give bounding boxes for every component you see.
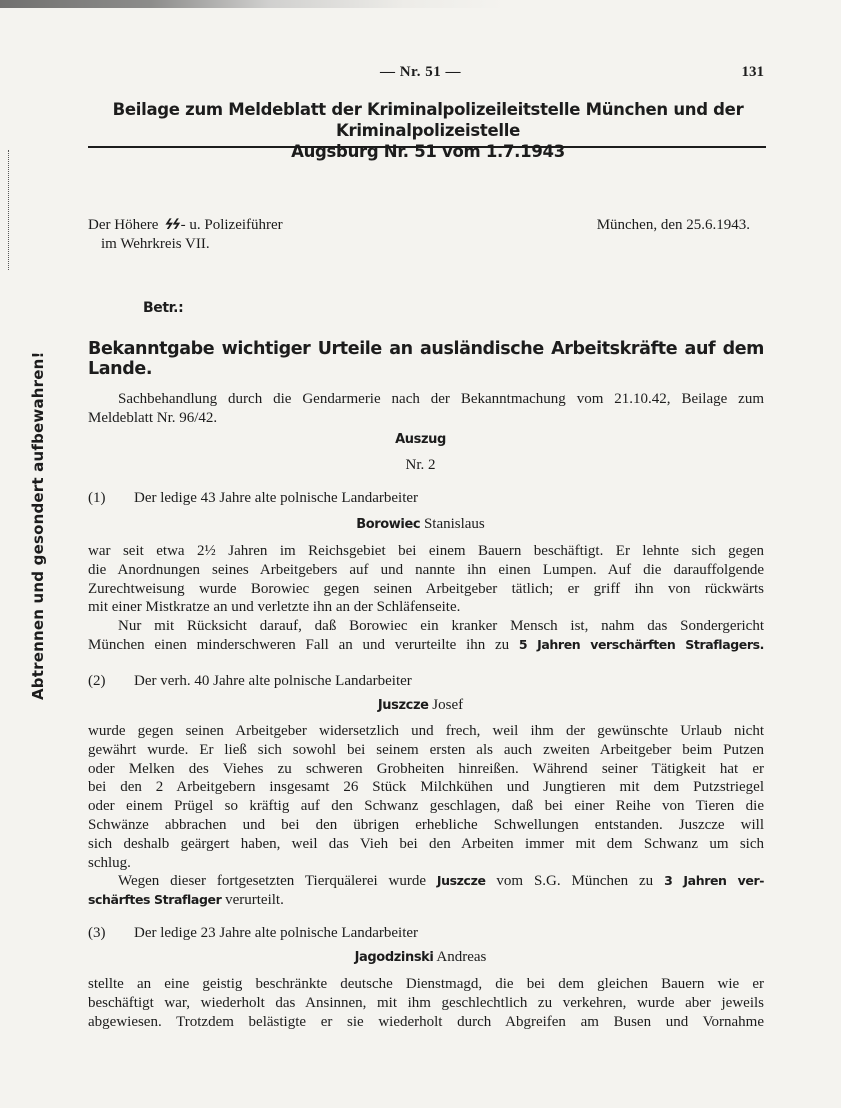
intro-line-1: Sachbehandlung durch die Gendarmerie nach der Bekanntmachung vom 21.10.42, Beilage zum	[118, 391, 764, 407]
sender-line-1-post: - u. Polizeiführer	[180, 217, 283, 233]
case-1-line-3: Zurechtweisung wurde Borowiec gegen seinen Arbeitgeber tätlich; er griff ihn von rückwärts	[88, 580, 764, 597]
case-3-surname: Jagodzinski	[354, 950, 434, 965]
case-3-body	[88, 975, 764, 1031]
sender-line-1	[88, 216, 408, 235]
document-title: Bekanntgabe wichtiger Urteile an ausländische Arbeitskräfte auf dem Lande.	[88, 339, 764, 379]
case-1-firstname: Stanislaus	[423, 516, 485, 532]
case-3-line-3: abgewiesen. Trotzdem belästigte er sie wiederholt durch Abgreifen am Busen und Vornahme	[88, 1013, 764, 1030]
case-2-body	[88, 722, 764, 910]
scan-edge-shadow	[0, 0, 841, 8]
subject-label: Betr.:	[143, 300, 184, 316]
excerpt-number: Nr. 2	[405, 457, 436, 473]
case-1-line-4: mit einer Mistkratze an und verletzte ihn an der Schläfenseite.	[88, 599, 461, 616]
case-2-line-1: wurde gegen seinen Arbeitgeber widersetzlich und frech, weil ihm der gewünschte Urlaub nicht	[88, 723, 764, 739]
case-2-firstname: Josef	[432, 697, 464, 713]
case-1-name	[0, 515, 841, 535]
case-3-number: (3)	[88, 925, 106, 941]
case-1-line-1: war seit etwa 2½ Jahren im Reichsgebiet bei einem Bauern beschäftigt. Er lehnte sich gegen	[88, 543, 764, 559]
case-1-verdict-text: München einen minderschweren Fall an und verurteilte ihn zu	[88, 636, 510, 653]
case-3-name	[0, 948, 841, 968]
ss-rune-icon: ϟϟ	[161, 217, 182, 233]
intro-paragraph	[88, 390, 764, 428]
case-2-line-2: gewährt wurde. Er ließ sich sowohl bei seinem ersten als auch zweiten Arbeitgeber beim Putzen	[88, 741, 764, 758]
case-1-body	[88, 542, 764, 655]
issue-number: — Nr. 51 —	[379, 64, 462, 80]
supplement-title-line-1: Beilage zum Meldeblatt der Kriminalpolizeileitstelle München und der Kriminalpolizeistelle	[112, 100, 744, 140]
case-2-verdict-line-1	[88, 872, 764, 891]
header-rule	[88, 146, 766, 148]
case-1-verdict-line-1: Nur mit Rücksicht darauf, daß Borowiec ein kranker Mensch ist, nahm das Sondergericht	[118, 618, 764, 635]
case-2-verdict-mid: vom S.G. München zu	[496, 873, 654, 890]
case-3-line-2: beschäftigt war, wiederholt das Ansinnen, mit ihm geschlechtlich zu verkehren, wurde aber jeweils	[88, 994, 764, 1011]
case-1-number: (1)	[88, 490, 106, 506]
case-2-verdict-pre: Wegen dieser fortgesetzten Tierquälerei wurde	[118, 873, 427, 890]
date-line: München, den 25.6.1943.	[596, 217, 750, 233]
case-2-line-8: schlug.	[88, 854, 131, 871]
case-2-line-7: sich deshalb geärgert haben, weil das Vieh bei den Arbeiten immer mit dem Schwanz um sich	[88, 835, 764, 852]
case-3-line-1: stellte an eine geistig beschränkte deutsche Dienstmagd, die bei dem gleichen Bauern wie er	[88, 976, 764, 992]
case-2-line-3: oder Melken des Viehes zu schweren Grobheiten hinreißen. Während seiner Tätigkeit hat er	[88, 760, 764, 777]
case-1-intro: Der ledige 43 Jahre alte polnische Landarbeiter	[134, 490, 419, 506]
case-2-line-4: bei den 2 Arbeitgebern insgesamt 26 Stück Milchkühen und Jungtieren mit dem Putzstriegel	[88, 779, 764, 796]
case-1-line-2: die Anordnungen seines Arbeitgebers auf und nannte ihn einen Lumpen. Auf die darauffolgende	[88, 561, 764, 578]
case-3-intro: Der ledige 23 Jahre alte polnische Landarbeiter	[134, 925, 419, 941]
sender-line-2: im Wehrkreis VII.	[101, 235, 210, 252]
case-1-verdict-line-2	[88, 636, 764, 655]
case-2-line-6: Schwänze abbrachen und bei den übrigen erhebliche Schwellungen entstanden. Juszcze will	[88, 816, 764, 833]
case-2-verdict-line-2	[88, 891, 764, 910]
scan-margin-marks	[8, 150, 11, 270]
case-2-surname: Juszcze	[377, 698, 429, 713]
case-2-verdict-name: Juszcze	[436, 873, 486, 889]
supplement-title	[90, 99, 766, 162]
sender-line-1-pre: Der Höhere	[88, 217, 159, 233]
supplement-title-line-2: Augsburg Nr. 51 vom 1.7.1943	[291, 142, 565, 161]
case-1-surname: Borowiec	[356, 517, 421, 532]
excerpt-heading: Auszug	[395, 432, 446, 447]
sender-block	[88, 216, 408, 254]
intro-line-2: Meldeblatt Nr. 96/42.	[88, 409, 218, 426]
case-2-sentence-part-1: 3 Jahren ver-	[664, 873, 765, 889]
case-1-sentence: 5 Jahren verschärften Straflagers.	[518, 636, 765, 652]
case-2-intro: Der verh. 40 Jahre alte polnische Landarbeiter	[134, 673, 412, 689]
case-2-line-5: oder einem Prügel so kräftig auf den Schwanz geschlagen, daß bei einer Reihe von Tieren die	[88, 798, 764, 815]
case-2-sentence-part-2: schärftes Straflager	[88, 892, 222, 908]
case-2-number: (2)	[88, 673, 106, 689]
case-2-name	[0, 696, 841, 716]
case-3-firstname: Andreas	[436, 949, 487, 965]
side-note-detach: Abtrennen und gesondert aufbewahren!	[29, 351, 47, 700]
page-number: 131	[741, 64, 764, 80]
case-2-verdict-post: verurteilt.	[225, 892, 284, 909]
